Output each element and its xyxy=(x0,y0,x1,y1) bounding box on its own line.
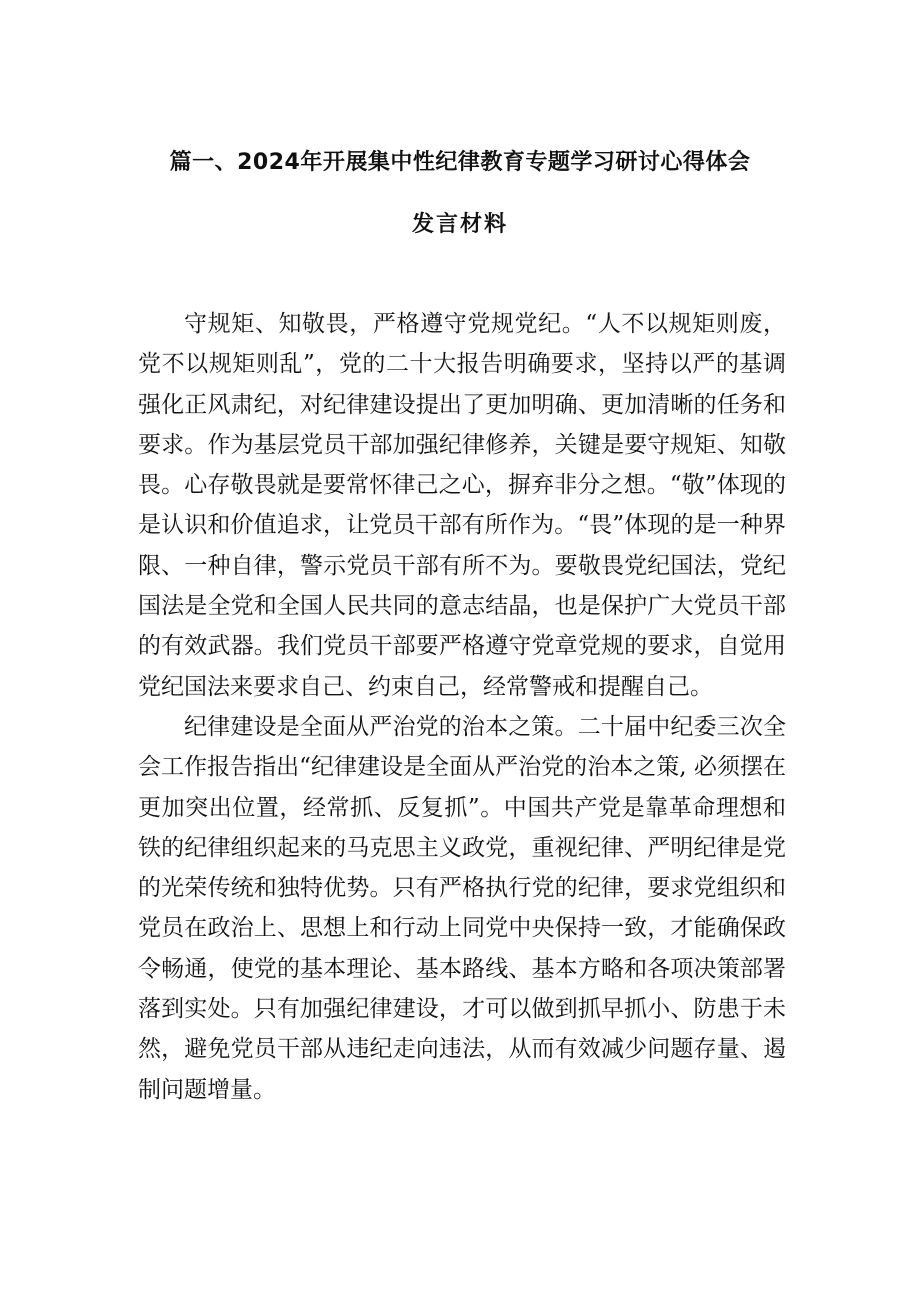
document-subtitle: 发言材料 xyxy=(411,212,508,237)
paragraph-2: 纪律建设是全面从严治党的治本之策。二十届中纪委三次全会工作报告指出“纪律建设是全面从严治党的治本之策, 必须摆在更加突出位置，经常抓、反复抓”。中国共产党是靠革命理想和铁的纪律组织起来的马克思主义政党，重视纪律、严明纪律是党的光荣传统和独特优势。只有严格执行党的纪律，要求党组织和党员在政治上、思想上和行动上同党中央保持一致，才能确保政令畅通，使党的基本理论、基本路线、基本方略和各项决策部署落到实处。只有加强纪律建设，才可以做到抓早抓小、防患于未然，避免党员干部从违纪走向违法，从而有效减少问题存量、遏制问题增量。 xyxy=(138,713,786,1103)
paragraph-1: 守规矩、知敬畏，严格遵守党规党纪。“人不以规矩则废，党不以规矩则乱”，党的二十大报告明确要求，坚持以严的基调强化正风肃纪，对纪律建设提出了更加明确、更加清晰的任务和要求。作为基层党员干部加强纪律修养，关键是要守规矩、知敬畏。心存敬畏就是要常怀律己之心，摒弃非分之想。“敬”体现的是认识和价值追求，让党员干部有所作为。“畏”体现的是一种界限、一种自律，警示党员干部有所不为。要敬畏党纪国法，党纪国法是全党和全国人民共同的意志结晶，也是保护广大党员干部的有效武器。我们党员干部要严格遵守党章党规的要求，自觉用党纪国法来要求自己、约束自己，经常警戒和提醒自己。 xyxy=(138,311,786,700)
document-title: 篇一、2024年开展集中性纪律教育专题学习研讨心得体会 xyxy=(169,150,751,175)
document-body xyxy=(138,304,786,1110)
